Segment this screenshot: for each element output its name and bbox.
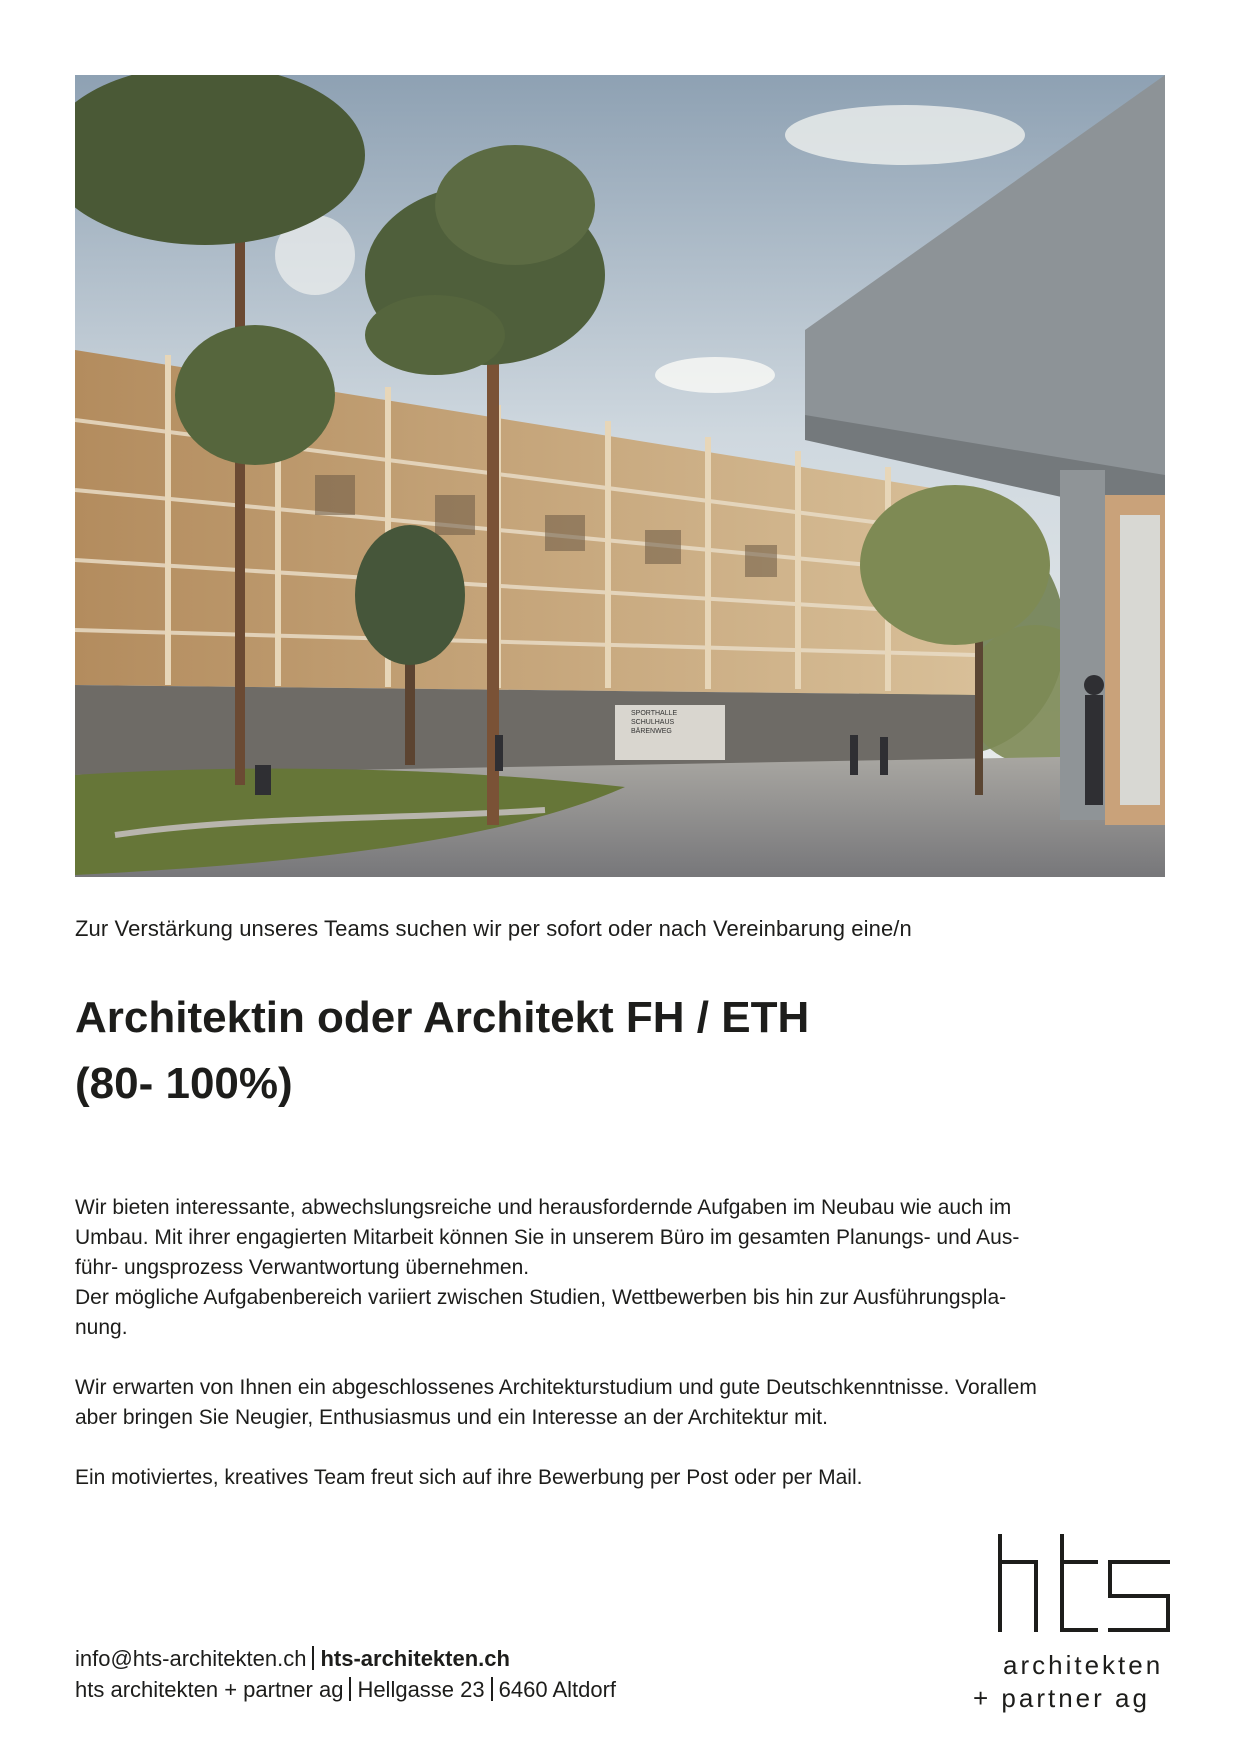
footer-line-1 xyxy=(75,1643,616,1674)
company-name: hts architekten + partner ag xyxy=(75,1677,344,1702)
email-link[interactable]: info@hts-architekten.ch xyxy=(75,1646,307,1671)
logo-tagline-architekten: architekten xyxy=(1003,1650,1164,1680)
job-title-line-2: (80- 100%) xyxy=(75,1059,293,1108)
job-title xyxy=(75,985,1165,1117)
paragraph-line: führ- ungsprozess Verwantwortung übernehmen. xyxy=(75,1256,530,1279)
paragraph-line: Wir bieten interessante, abwechslungsreiche und herausfordernde Aufgaben im Neubau wie auch im xyxy=(75,1196,1012,1219)
separator xyxy=(491,1677,493,1701)
paragraph-line: nung. xyxy=(75,1316,128,1339)
hts-logo xyxy=(970,1528,1170,1728)
separator xyxy=(312,1646,314,1670)
footer-line-2 xyxy=(75,1674,616,1705)
logo-tagline-partner: + partner ag xyxy=(973,1683,1150,1713)
paragraph-offer xyxy=(75,1193,1170,1343)
hts-logo-mark xyxy=(970,1528,1170,1638)
paragraph-line: Ein motiviertes, kreatives Team freut sich auf ihre Bewerbung per Post oder per Mail. xyxy=(75,1466,863,1489)
paragraph-line: Umbau. Mit ihrer engagierten Mitarbeit können Sie in unserem Büro im gesamten Planungs- und Aus- xyxy=(75,1226,1020,1249)
hero-sign-line-1: SPORTHALLE xyxy=(631,710,678,717)
website-link[interactable]: hts-architekten.ch xyxy=(320,1646,510,1671)
contact-footer xyxy=(75,1643,616,1705)
paragraph-closing xyxy=(75,1463,1170,1493)
job-title-line-1: Architektin oder Architekt FH / ETH xyxy=(75,993,810,1042)
paragraph-line: Der mögliche Aufgabenbereich variiert zwischen Studien, Wettbewerben bis hin zur Ausführungspla- xyxy=(75,1286,1007,1309)
paragraph-line: aber bringen Sie Neugier, Enthusiasmus und ein Interesse an der Architektur mit. xyxy=(75,1406,828,1429)
intro-text: Zur Verstärkung unseres Teams suchen wir per sofort oder nach Vereinbarung eine/n xyxy=(75,916,912,941)
hero-sign-line-2: SCHULHAUS xyxy=(631,719,675,726)
separator xyxy=(349,1677,351,1701)
hero-rendering xyxy=(75,75,1165,877)
job-description xyxy=(75,1193,1170,1523)
paragraph-line: Wir erwarten von Ihnen ein abgeschlossenes Architekturstudium und gute Deutschkenntnisse. Vorallem xyxy=(75,1376,1037,1399)
architecture-render-image xyxy=(75,75,1165,877)
street-address: Hellgasse 23 xyxy=(357,1677,485,1702)
city-address: 6460 Altdorf xyxy=(498,1677,617,1702)
paragraph-requirements xyxy=(75,1373,1170,1433)
hero-sign-line-3: BÄRENWEG xyxy=(631,728,672,735)
